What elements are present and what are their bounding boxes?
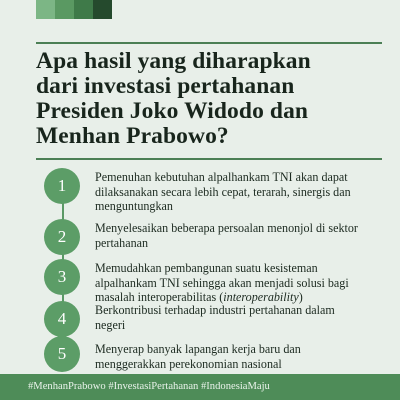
number-badge: 2 bbox=[44, 219, 80, 255]
item-text: Menyerap banyak lapangan kerja baru dan menggerakkan perekonomian nasional bbox=[95, 342, 301, 371]
footer-hashtags: #MenhanPrabowo #InvestasiPertahanan #IndonesiaMaju bbox=[28, 381, 270, 392]
top-divider bbox=[36, 42, 382, 44]
item-text-end: ) bbox=[298, 290, 303, 304]
number-badge: 4 bbox=[44, 301, 80, 337]
item-text: Pemenuhan kebutuhan alpalhankam TNI akan dapat dilaksanakan secara lebih cepat, terarah, sinergis dan menguntungkan bbox=[95, 170, 351, 213]
title-line-1: Apa hasil yang diharapkan bbox=[36, 48, 311, 74]
page-title bbox=[36, 49, 376, 149]
color-square-darkest bbox=[93, 0, 112, 19]
item-text: Berkontribusi terhadap industri pertahanan dalam negeri bbox=[95, 303, 335, 332]
color-square-medium bbox=[55, 0, 74, 19]
number-badge: 3 bbox=[44, 259, 80, 295]
number-badge: 1 bbox=[44, 168, 80, 204]
color-square-dark bbox=[74, 0, 93, 19]
title-divider bbox=[36, 158, 382, 160]
decorative-color-squares bbox=[36, 0, 112, 19]
item-text: Menyelesaikan beberapa persoalan menonjol di sektor pertahanan bbox=[95, 221, 358, 250]
hashtag-footer bbox=[0, 374, 400, 400]
item-text-main: Memudahkan pembangunan suatu kesisteman alpalhankam TNI sehingga akan menjadi solusi bagi masalah interoperabilitas ( bbox=[95, 261, 349, 304]
title-line-3: Presiden Joko Widodo dan bbox=[36, 98, 309, 124]
item-text bbox=[95, 261, 360, 305]
item-text-italic: interoperability bbox=[223, 290, 299, 304]
title-line-4: Menhan Prabowo? bbox=[36, 123, 229, 149]
number-badge: 5 bbox=[44, 336, 80, 372]
title-line-2: dari investasi pertahanan bbox=[36, 73, 295, 99]
color-square-light bbox=[36, 0, 55, 19]
